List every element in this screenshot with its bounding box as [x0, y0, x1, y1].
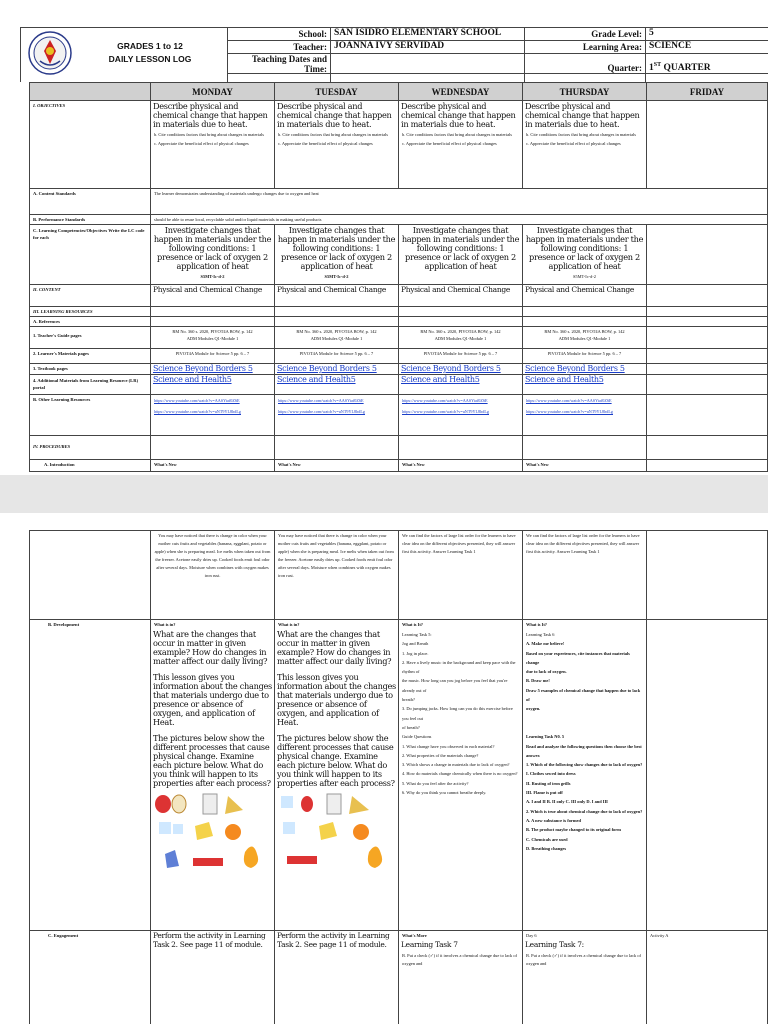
performance-text: should be able to reuse local, recyclable solid and/or liquid materials in making useful products: [151, 215, 768, 225]
task-line: A. A new substance is formed: [526, 817, 581, 823]
engagement-label: C. Engagement: [30, 931, 151, 1024]
task-line: breath?: [402, 697, 415, 703]
tg-cell: RM No. 360 s. 2020, PIVOT4A BOW, p. 142 ADM Modules Q1-Module 1: [275, 327, 399, 349]
youtube-link-2[interactable]: https://www.youtube.com/watch?v=uNT9YL8hdLg: [526, 409, 613, 414]
textbook-link[interactable]: Science Beyond Borders 5: [525, 364, 625, 373]
other-resources-label: B. Other Learning Resources: [30, 395, 151, 436]
task-line: 4. How do materials change chemically when there is no oxygen?: [402, 771, 518, 777]
content-cell: Physical and Chemical Change: [151, 285, 275, 307]
objective-cell: Describe physical and chemical change that happen in materials due to heat. b. Cite conditions factors that bring about changes in materials c. Appreciate the beneficial effect of physical changes: [399, 101, 523, 189]
task-line: 1. Which of the following show changes due to lack of oxygen?: [526, 762, 643, 768]
quarter-value: 1ST QUARTER: [649, 62, 711, 74]
content-cell: Physical and Chemical Change: [275, 285, 399, 307]
textbook-link[interactable]: Science Beyond Borders 5: [277, 364, 377, 373]
task-line: 2. Have a lively music in the background and keep pace with the rhythm of: [402, 659, 516, 675]
content-row: [30, 285, 768, 307]
task-line: Based on your experiences, cite instances that materials change: [526, 650, 630, 665]
task-line: 1. What change have you observed in each material?: [402, 743, 495, 749]
task-line: 3. Which shows a change in materials due to lack of oxygen?: [402, 762, 510, 768]
youtube-link-1[interactable]: https://www.youtube.com/watch?v=AASYiaf0Z6E: [526, 398, 612, 403]
textbook-label: 3. Textbook pages: [30, 364, 151, 375]
competency-cell: Investigate changes that happen in materials under the following conditions: 1 presence or lack of oxygen 2 application of heat: [399, 225, 523, 285]
intro-monday-text: You may have noticed that there is change in color when your mother cuts fruits and vegetables (banana, eggplant, potato or apple) when she is preparing meal. Ice melts when taken out from the freezer. Acetone easily dries up. Cooked foods emit foul odor after several days. Moisture when combines with oxygen makes iron rust.: [151, 531, 275, 620]
additional-link[interactable]: Science and Health5: [153, 375, 232, 384]
engagement-wednesday: What's More Learning Task 7 B. Put a check (✓) if it involves a chemical change due to lack of oxygen and: [399, 931, 523, 1024]
development-wednesday: What is It? Learning Task 5: Jog and Breath 1. Jog in place. 2. Have a lively music in the background and keep pace with the rhythm of the music. How long can you jog before you feel that you're already out of breath? 3. Do jumping jacks. How long can you do this exercise before you feel out of breath? Guide Questions 1. What change have you observed in each material? 2. What properties of the materials change? 3. Which shows a change in materials due to lack of oxygen? 4. How do materials change chemically when there is no oxygen? 5. What do you feel after the activity? 6. Why do you think you cannot breathe deeply.: [399, 620, 523, 931]
task-line: 1. Jog in place.: [402, 650, 429, 656]
whats-new: What's New: [151, 460, 275, 472]
tg-cell: RM No. 360 s. 2020, PIVOT4A BOW, p. 142 ADM Modules Q1-Module 1: [151, 327, 275, 349]
task-line: C. Chemicals are used: [526, 836, 568, 842]
competency-cell: Investigate changes that happen in materials under the following conditions: 1 presence or lack of oxygen 2 application of heat S5MT-Ic-d-2: [523, 225, 647, 285]
task-line: A. I and II B. II only C. III only D. I and III: [526, 799, 608, 805]
task-line: of breath?: [402, 724, 420, 730]
procedures-row: [30, 436, 768, 460]
lm-cell: PIVOT4A Module for Science 5 pp. 6 – 7: [151, 349, 275, 364]
competencies-label: C. Learning Competencies/Objectives Write the LC code for each: [30, 225, 151, 285]
engagement-monday: Perform the activity in Learning Task 2. See page 11 of module.: [151, 931, 275, 1024]
youtube-link-2[interactable]: https://www.youtube.com/watch?v=uNT9YL8hdLg: [278, 409, 365, 414]
whats-new: What's New: [523, 460, 647, 472]
objective-cell: Describe physical and chemical change that happen in materials due to heat. b. Cite conditions factors that bring about changes in materials c. Appreciate the beneficial effect of physical changes: [523, 101, 647, 189]
school-value: SAN ISIDRO ELEMENTARY SCHOOL: [334, 28, 502, 38]
other-resources-cell: [399, 395, 523, 436]
day-friday: FRIDAY: [647, 83, 768, 101]
performance-row: [30, 215, 768, 225]
physical-change-illustration: [277, 792, 395, 874]
dll-title: GRADES 1 to 12 DAILY LESSON LOG: [108, 41, 192, 64]
area-value: SCIENCE: [649, 41, 692, 51]
tg-label: 1. Teacher's Guide pages: [30, 327, 151, 349]
task-line: D. Breathing changes: [526, 845, 567, 851]
performance-label: B. Performance Standards: [30, 215, 151, 225]
task-line: Draw 5 examples of chemical change that happen due to lack of: [526, 687, 641, 703]
introduction-continued-row: [30, 531, 768, 620]
objectives-row: [30, 101, 768, 189]
task-line: Jog and Breath: [402, 641, 429, 647]
task-line: the music. How long can you jog before you feel that you're already out of: [402, 678, 508, 693]
additional-link[interactable]: Science and Health5: [401, 375, 480, 384]
youtube-link-1[interactable]: https://www.youtube.com/watch?v=AASYiaf0Z6E: [154, 398, 240, 403]
other-resources-cell: [523, 395, 647, 436]
task-line: I. Clothes sewed into dress: [526, 771, 576, 777]
grade-value: 5: [649, 28, 654, 38]
task-line: B. The product maybe changed to its original form: [526, 827, 621, 833]
tg-cell: RM No. 360 s. 2020, PIVOT4A BOW, p. 142 ADM Modules Q1-Module 1: [523, 327, 647, 349]
content-label: II. CONTENT: [30, 285, 151, 307]
competencies-row: [30, 225, 768, 285]
additional-link[interactable]: Science and Health5: [277, 375, 356, 384]
content-standards-text: The learner demonstrates understanding of materials undergo changes due to oxygen and heat: [151, 189, 768, 215]
introduction-row: [30, 460, 768, 472]
physical-change-illustration: [153, 792, 271, 874]
youtube-link-1[interactable]: https://www.youtube.com/watch?v=AASYiaf0Z6E: [278, 398, 364, 403]
task-line: due to lack of oxygen.: [526, 669, 567, 675]
dates-label: Teaching Dates and Time:: [251, 54, 327, 74]
introduction-label: A. Introduction: [30, 460, 151, 472]
intro-tuesday-text: You may have noticed that there is change in color when your mother cuts fruits and vegetables (banana, eggplant, potato or apple) when she is preparing meal. Ice melts when taken out from the freezer. Acetone easily dries up. Cooked foods emit foul odor after several days. Moisture when combines with oxygen makes iron rust.: [275, 531, 399, 620]
content-cell: Physical and Chemical Change: [523, 285, 647, 307]
dll-page-1: [0, 0, 768, 475]
youtube-link-1[interactable]: https://www.youtube.com/watch?v=AASYiaf0Z6E: [402, 398, 488, 403]
task-line: A. Make me believe!: [526, 641, 565, 647]
task-line: Learning Task 6: [526, 632, 555, 637]
development-friday: [647, 620, 768, 931]
objective-cell-friday: [647, 101, 768, 189]
dll-page-2: [0, 513, 768, 1024]
objective-cell: Describe physical and chemical change that happen in materials due to heat. b. Cite conditions factors that bring about changes in materials c. Appreciate the beneficial effect of physical changes: [151, 101, 275, 189]
school-label: School:: [298, 29, 327, 39]
other-resources-cell: [151, 395, 275, 436]
day-tuesday: TUESDAY: [275, 83, 399, 101]
development-tuesday: What is in? What are the changes that occur in matter in given example? How do changes in matter affect our daily living? This lesson gives you information about the changes that materials undergo due to presence or absence of oxygen, and application of Heat. The pictures below show the different processes that cause physical change. Examine each picture below. What do you think will happen to its properties after each process?: [275, 620, 399, 931]
content-standards-label: A. Content Standards: [30, 189, 151, 215]
engagement-friday: Activity A: [647, 931, 768, 1024]
textbook-row: [30, 364, 768, 375]
whats-new: What's New: [275, 460, 399, 472]
intro-wednesday-text: We can find the factors of large list order for the learners to have clear idea on the different objectives presented, they will answer first this activity. Answer Learning Task 1: [399, 531, 523, 620]
deped-seal-icon: [28, 31, 72, 75]
engagement-thursday: Day 6 Learning Task 7: B. Put a check (✓) if it involves a chemical change due to lack of oxygen and: [523, 931, 647, 1024]
day-wednesday: WEDNESDAY: [399, 83, 523, 101]
header-divider: [20, 27, 21, 82]
teacher-value: JOANNA IVY SERVIDAD: [334, 41, 445, 51]
development-label: B. Development: [30, 620, 151, 931]
youtube-link-2[interactable]: https://www.youtube.com/watch?v=uNT9YL8hdLg: [154, 409, 241, 414]
area-label: Learning Area:: [582, 42, 642, 52]
development-thursday: What is It? Learning Task 6 A. Make me believe! Based on your experiences, cite instances that materials change due to lack of oxygen. B. Draw me! Draw 5 examples of chemical change that happen due to lack of oxygen. Learning Task N0. 5 Read and analyze the following questions then choose the best answer. 1. Which of the following show changes due to lack of oxygen? I. Clothes sewed into dress II. Rusting of iron grills III. Flame is put off A. I and II B. II only C. III only D. I and III 2. Which is true about chemical change due to lack of oxygen? A. A new substance is formed B. The product maybe changed to its original form C. Chemicals are used D. Breathing changes: [523, 620, 647, 931]
task-line: 3. Do jumping jacks. How long can you do this exercise before you feel out: [402, 706, 513, 721]
development-row: [30, 620, 768, 931]
lm-cell: PIVOT4A Module for Science 5 pp. 6 – 7: [275, 349, 399, 364]
page-gap: [0, 475, 768, 513]
youtube-link-2[interactable]: https://www.youtube.com/watch?v=uNT9YL8hdLg: [402, 409, 489, 414]
lm-label: 2. Learner's Materials pages: [30, 349, 151, 364]
procedures-label: IV. PROCEDURES: [30, 436, 151, 460]
lm-cell: PIVOT4A Module for Science 5 pp. 6 – 7: [399, 349, 523, 364]
task-line: [526, 714, 643, 723]
tg-cell: RM No. 360 s. 2020, PIVOT4A BOW, p. 142 ADM Modules Q1-Module 1: [399, 327, 523, 349]
resources-row: [30, 307, 768, 317]
lesson-log-table: [29, 82, 768, 472]
whats-new: What's New: [399, 460, 523, 472]
task-line: III. Flame is put off: [526, 790, 563, 796]
textbook-link[interactable]: Science Beyond Borders 5: [153, 364, 253, 373]
textbook-link[interactable]: Science Beyond Borders 5: [401, 364, 501, 373]
task-line: Learning Task 5:: [402, 632, 432, 637]
grade-label: Grade Level:: [591, 29, 642, 39]
other-resources-cell: [275, 395, 399, 436]
additional-link[interactable]: Science and Health5: [525, 375, 604, 384]
references-row: [30, 317, 768, 327]
content-standards-row: [30, 189, 768, 215]
corner-cell: [30, 83, 151, 101]
development-monday: What is in? What are the changes that occur in matter in given example? How do changes in matter affect our daily living? This lesson gives you information about the changes that materials undergo due to presence or absence of oxygen, and application of Heat. The pictures below show the different processes that cause physical change. Examine each picture below. What do you think will happen to its properties after each process?: [151, 620, 275, 931]
competency-cell: Investigate changes that happen in materials under the following conditions: 1 presence or lack of oxygen 2 application of heat S5MT-Ic-d-2: [275, 225, 399, 285]
task-line: oxygen.: [526, 706, 541, 712]
objectives-label: I. OBJECTIVES: [30, 101, 151, 189]
competency-cell: Investigate changes that happen in materials under the following conditions: 1 presence or lack of oxygen 2 application of heat S5MT-Ic-d-2: [151, 225, 275, 285]
intro-thursday-text: We can find the factors of large list order for the learners to have clear idea on the different objectives presented, they will answer first this activity. Answer Learning Task 1: [523, 531, 647, 620]
resources-label: III. LEARNING RESOURCES: [30, 307, 151, 317]
other-resources-row: [30, 395, 768, 436]
task-line: 5. What do you feel after the activity?: [402, 780, 469, 786]
lesson-log-table-continued: [29, 530, 768, 1024]
additional-row: [30, 375, 768, 395]
objective-cell: Describe physical and chemical change that happen in materials due to heat. b. Cite conditions factors that bring about changes in materials c. Appreciate the beneficial effect of physical changes: [275, 101, 399, 189]
content-cell: Physical and Chemical Change: [399, 285, 523, 307]
references-label: A. References: [30, 317, 151, 327]
engagement-tuesday: Perform the activity in Learning Task 2. See page 11 of module.: [275, 931, 399, 1024]
task-line: 2. What properties of the materials change?: [402, 752, 479, 758]
lm-cell: PIVOT4A Module for Science 5 pp. 6 – 7: [523, 349, 647, 364]
task-line: [526, 723, 643, 732]
day-thursday: THURSDAY: [523, 83, 647, 101]
engagement-row: [30, 931, 768, 1024]
day-header-row: [30, 83, 768, 101]
task-line: Guide Questions: [402, 734, 432, 740]
content-cell-friday: [647, 285, 768, 307]
teacher-label: Teacher:: [293, 42, 327, 52]
task-line: 6. Why do you think you cannot breathe deeply.: [402, 790, 487, 796]
quarter-label: Quarter:: [607, 63, 642, 73]
task-line: II. Rusting of iron grills: [526, 780, 571, 786]
task-line: B. Draw me!: [526, 678, 550, 684]
additional-label: 4. Additional Materials from Learning Resource (LR) portal: [30, 375, 151, 395]
task-line: 2. Which is true about chemical change due to lack of oxygen?: [526, 808, 643, 814]
tg-row: [30, 327, 768, 349]
lm-row: [30, 349, 768, 364]
task-line: Learning Task N0. 5: [526, 734, 565, 740]
task-line: Read and analyze the following questions then choose the best answer.: [526, 743, 642, 758]
day-monday: MONDAY: [151, 83, 275, 101]
competency-cell-friday: [647, 225, 768, 285]
